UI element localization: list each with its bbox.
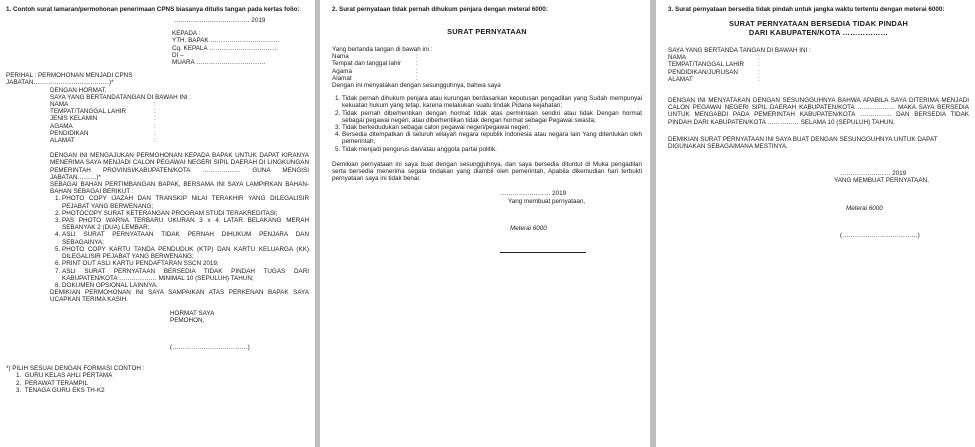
field-birth: TEMPAT/TANGGAL LAHIR : xyxy=(668,61,760,69)
sign-label: Yang membuat pernyataan, xyxy=(508,197,586,205)
address-line: Cq. KEPALA …………………………… xyxy=(172,44,279,52)
page3-heading: 3. Surat pernyataan bersedia tidak pindah untuk jangka waktu tertentu dengan meterai 6000: xyxy=(668,6,945,13)
signer-name: (………………………………) xyxy=(840,231,920,239)
statement-item: 2. Tidak pernah diberhentikan dengan hormat tidak atas permintaan sendiri atau tidak Dengan hormat sebagai pegawai negeri, atau diberhentikan tidak dengan hormat sebagai Pegawai swasta; xyxy=(342,110,642,124)
statement-list xyxy=(332,95,642,153)
address-line: KEPADA : xyxy=(172,30,201,38)
field-gender: JENIS KELAMIN : xyxy=(50,115,156,123)
stamp-label: Meterai 6000 xyxy=(846,204,883,212)
address-line: MUARA …………………………… xyxy=(172,59,266,67)
position-line: JABATAN………………………………)* xyxy=(6,79,114,87)
signer-name: (………………………………) xyxy=(170,343,250,351)
statement-item: 1. Tidak pernah dihukum penjara atau kurungan berdasarkan keputusan pengadilan yang Sudah mempunyai kekuatan hukum yang tetap, karena melakukan suatu tindak Pidana kejahatan; xyxy=(342,95,642,109)
field-birth: Tempat dan tanggal lahir : xyxy=(332,60,418,68)
address-line: YTH. BAPAK …………………………… xyxy=(172,37,280,45)
field-education: PENDIDIKAN/JURUSAN : xyxy=(668,68,760,76)
attachment-item: 8. DOKUMEN OPSIONAL LAINNYA. xyxy=(62,282,309,289)
field-address: ALAMAT : xyxy=(50,137,156,145)
note-item: 3. TENAGA GURU EKS TH-K2 xyxy=(16,386,105,394)
field-education: PENDIDIKAN : xyxy=(50,129,156,137)
sign-label: HORMAT SAYA xyxy=(170,309,215,317)
page-cpns-application-letter xyxy=(0,0,315,447)
sign-label: PEMOHON, xyxy=(170,316,205,324)
statement-date-line: …………………… 2019 xyxy=(840,170,907,178)
page2-heading: 2. Surat pernyataan tidak pernah dihukum penjara dengan meteral 6000: xyxy=(332,6,548,13)
application-body: DENGAN INI MENGAJUKAN PERMOHONAN KEPADA BAPAK UNTUK DAPAT KIRANYA MENERIMA SAYA MENJADI CALON PEGAWAI NEGERI SIPIL DAERAH DI LINGKUNGAN PEMERINTAH PROVINSI/KABUPATEN/KOTA ……………… GUNA MENGISI JABATAN………)* xyxy=(50,152,309,181)
closing-text: DEMIKIAN PERMOHONAN INI SAYA SAMPAIKAN ATAS PERKENAN BAPAK SAYA UCAPKAN TERIMA KASIH. xyxy=(50,289,309,304)
statement-date-line: …………………… 2019 xyxy=(500,190,567,198)
signer-intro: Yang bertanda tangan di bawah ini : xyxy=(332,46,433,53)
note-item: 2. PERAWAT TERAMPIL xyxy=(16,379,88,387)
subject-line: PERIHAL : PERMOHONAN MENJADI CPNS xyxy=(6,72,133,80)
field-religion: Agama : xyxy=(332,67,418,75)
statement-item: 4. Bersedia ditempatkan di seluruh wilayah negara republik indonesia atau negara lain Yang ditentukan oleh pemerintah; xyxy=(342,131,642,145)
attachment-item: 5. PHOTO COPY KARTU TANDA PENDUDUK (KTP) DAN KARTU KELUARGA (KK) DILEGALISIR PEJABAT YANG BERWENANG; xyxy=(62,246,309,260)
field-address: ALAMAT : xyxy=(668,75,760,83)
note-title: *) PILIH SESUAI DENGAN FORMASI CONTOH : xyxy=(6,365,145,373)
address-line: DI – xyxy=(172,51,184,59)
field-birth: TEMPAT/TANGGAL LAHIR : xyxy=(50,108,156,116)
stamp-label: Meterai 6000 xyxy=(510,224,547,232)
statement-item: 5. Tidak menjadi pengurus dan/atau anggota partai politik. xyxy=(342,146,642,153)
greeting: DENGAN HORMAT, xyxy=(50,86,107,94)
statement-title: DARI KABUPATEN/KOTA ……………… xyxy=(748,28,889,37)
identity-fields xyxy=(332,53,642,82)
field-religion: AGAMA : xyxy=(50,122,156,130)
page1-heading: 1. Contoh surat lamaran/permohonan penerimaan CPNS biasanya ditulis tangan pada kertas folio: xyxy=(6,6,300,13)
signature-line xyxy=(500,252,586,253)
signer-intro: SAYA YANG BERTANDA TANGAN DI BAWAH INI : xyxy=(668,47,811,54)
attachment-item: 6. PRINT OUT ASLI KARTU PENDAFTARAN SSCN 2019; xyxy=(62,260,309,267)
statement-intro: Dengan ini menyatakan dengan sesungguhnya, bahwa saya xyxy=(332,82,501,90)
attachment-item: 7. ASLI SURAT PERNYATAAN BERSEDIA TIDAK PINDAH TUGAS DARI KABUPATEN/KOTA ……………… MINIMAL 10 (SEPULUH) TAHUN; xyxy=(62,268,309,282)
identity-fields xyxy=(668,54,969,83)
statement-title: SURAT PERNYATAAN xyxy=(447,27,527,36)
statement-body: DENGAN INI MENYATAKAN DENGAN SESUNGGUHNYA BAHWA APABILA SAYA DITERIMA MENJADI CALON PEGAWAI NEGERI SIPIL DAERAH KABUPATEN/KOTA ……………… MAKA SAYA BERSEDIA UNTUK MENGABDI PADA PEMERINTAH KABUPATEN/KOTA …………… DAN BERSEDIA TIDAK PINDAH DARI KABUPATEN/KOTA …………… SELAMA 10 (SEPULUH) TAHUN. xyxy=(668,97,969,126)
statement-item: 3. Tidak berkedudukan sebagai calon pegawai negeri/pegawai negeri; xyxy=(342,124,642,131)
page-no-criminal-record-statement xyxy=(320,0,650,447)
closing-text: Demikian pernyataan ini saya buat dengan sesungguhnya, dan saya bersedia dituntut di Muka pengadilan serta bersedia menerima segala tindakan yang diambil oleh pemerintah, Apabila dikemudian hari terbukti pernyataan saya ini tidak benar. xyxy=(332,160,642,183)
attachments-intro: SEBAGAI BAHAN PERTIMBANGAN BAPAK, BERSAMA INI SAYA LAMPIRKAN BAHAN-BAHAN SEBAGAI BERIKUT : xyxy=(50,181,309,196)
identity-fields xyxy=(50,101,309,144)
closing-text: DEMIKIAN SURAT PERNYATAAN INI SAYA BUAT DENGAN SESUNGGUHNYA UNTUK DAPAT DIGUNAKAN SEBAGAIMANA MESTINYA. xyxy=(668,135,938,151)
note-item: 1. GURU KELAS AHLI PERTAMA xyxy=(16,372,113,380)
attachments-list xyxy=(50,195,309,289)
sign-label: YANG MEMBUAT PERNYATAAN, xyxy=(834,177,929,185)
attachment-item: 2. PHOTOCOPY SURAT KETERANGAN PROGRAM STUDI TERAKREDITASI; xyxy=(62,210,309,217)
letter-date-line: ……………………………… 2019 xyxy=(174,17,266,24)
attachment-item: 1. PHOTO COPY IJAZAH DAN TRANSKIP NILAI TERAKHIR YANG DILEGALISIR PEJABAT YANG BERWENANG; xyxy=(62,195,309,209)
field-name: NAMA : xyxy=(50,101,156,109)
attachment-item: 4. ASLI SURAT PERNYATAAN TIDAK PERNAH DIHUKUM PENJARA DAN SEBAGAINYA; xyxy=(62,231,309,245)
recipient-address xyxy=(172,30,309,66)
signer-intro: SAYA YANG BERTANDATANGAN DI BAWAH INI : xyxy=(50,93,192,101)
field-name: Nama : xyxy=(332,53,418,61)
page-no-transfer-statement xyxy=(656,0,975,447)
field-address: Alamat : xyxy=(332,74,418,82)
statement-title: SURAT PERNYATAAN BERSEDIA TIDAK PINDAH xyxy=(728,19,909,28)
attachment-item: 3. PAS PHOTO WARNA TERBARU UKURAN 3 x 4 LATAR BELAKANG MERAH SEBANYAK 2 (DUA) LEMBAR; xyxy=(62,217,309,231)
field-name: NAMA : xyxy=(668,54,760,62)
note-list xyxy=(16,372,309,394)
